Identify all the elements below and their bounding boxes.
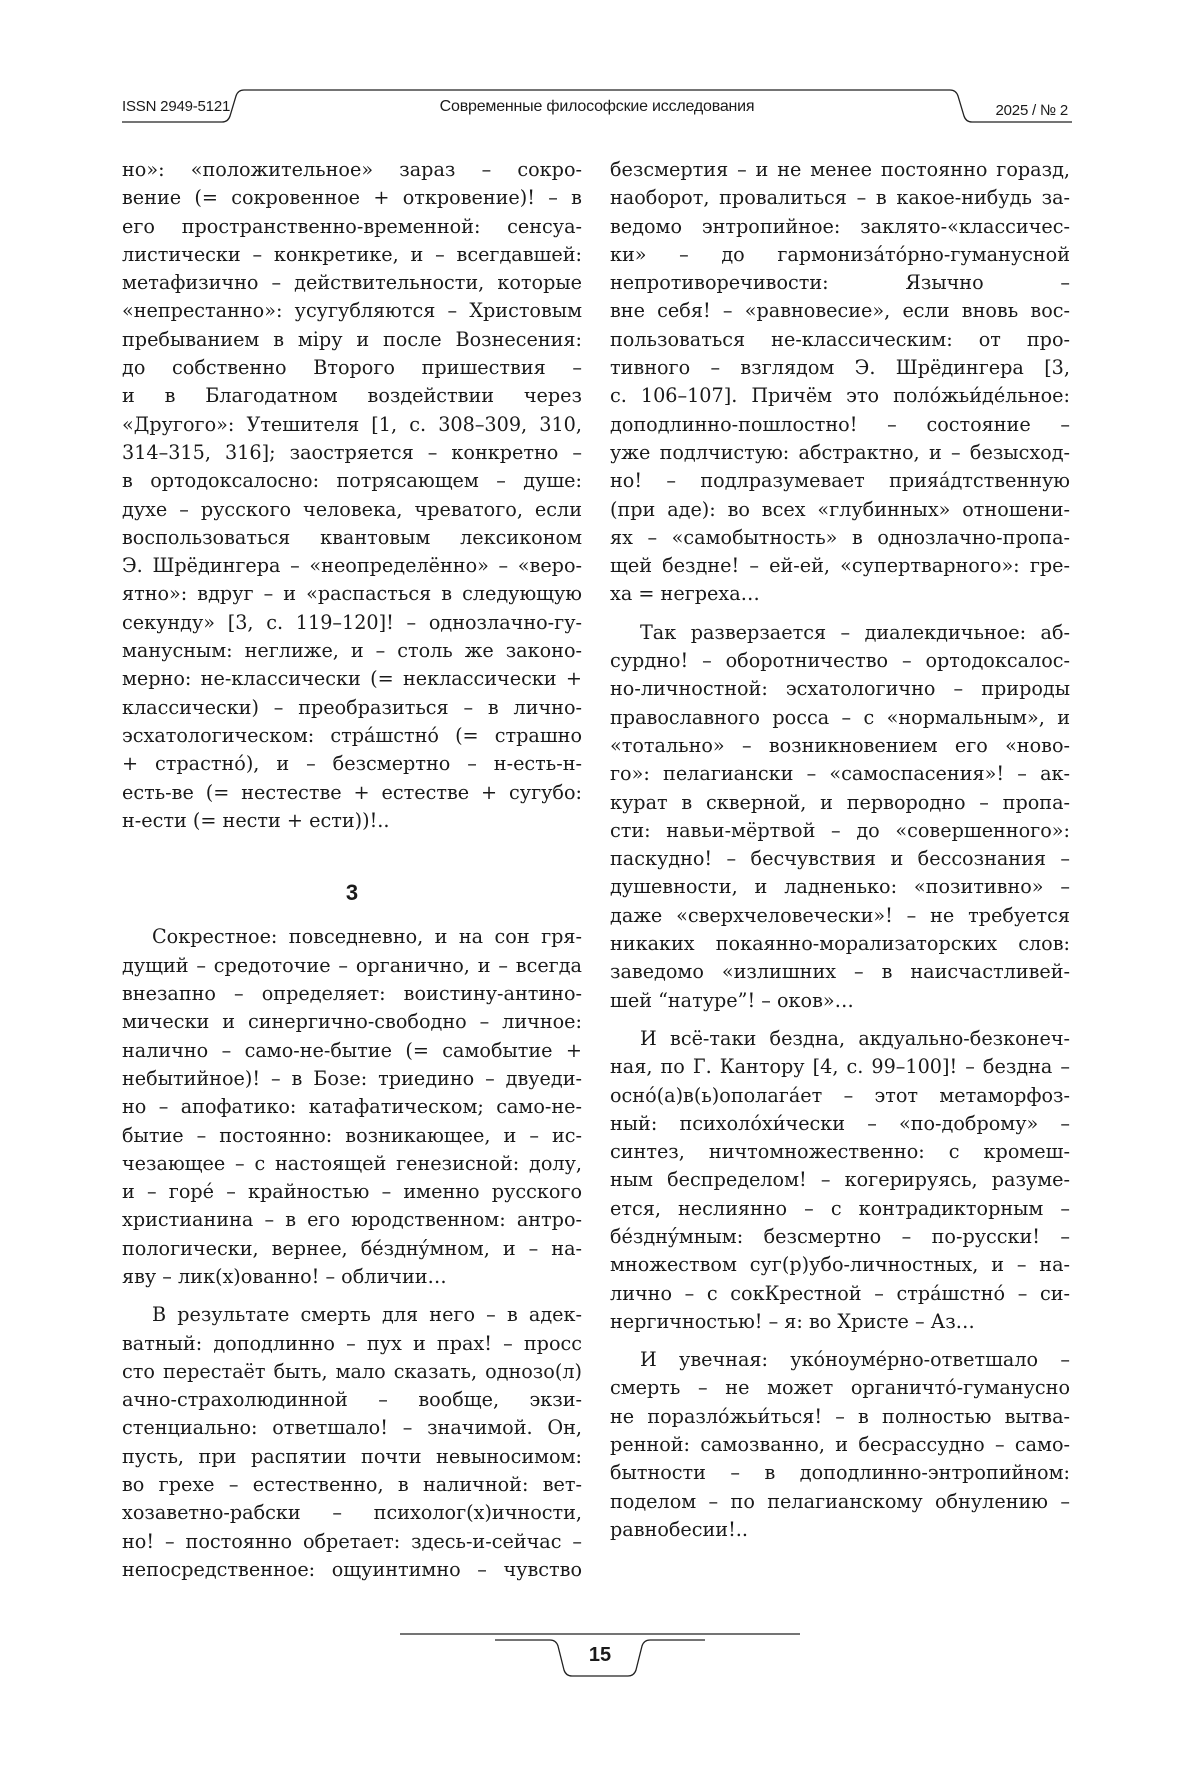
paragraph [610,1025,1070,1336]
text-line: ется, неслиянно – с контрадикторным – [610,1196,1070,1220]
running-header [122,88,1072,138]
spacer [122,835,582,863]
text-line: православного росса – с «нормальным», и [610,705,1070,729]
text-line: «тотально» – возникновением его «ново- [610,733,1070,757]
left-column [122,156,582,1584]
text-line: шей “натуре”! – оков»… [610,988,854,1012]
text-line: яву – лик(х)ованно! – обличии… [122,1264,447,1288]
text-line: + страстно́), и – безсмертно – н-есть-н- [122,752,582,776]
text-line: тивного – взглядом Э. Шрёдингера [3, [610,356,1070,380]
text-line: в ортодоксалосно: потрясающем – душе: [122,469,582,493]
text-line: нергичностью! – я: во Христе – Аз… [610,1309,975,1333]
text-line: ведомо энтропийное: заклято-«классичес- [610,214,1070,238]
text-line: с. 106–107]. Причём это поло́жьи́де́льное: [610,384,1070,408]
text-line: манусным: неглиже, и – столь же законо- [122,639,582,663]
text-line: внезапно – определяет: воистину-антино- [122,982,582,1006]
text-line: но-личностной: эсхатологично – природы [610,677,1070,701]
issue-label: 2025 / № 2 [995,102,1068,119]
text-line: пребыванием в міру и после Вознесения: [122,327,582,351]
text-line: чезающее – с настоящей генезисной: долу, [122,1151,582,1175]
text-line: непротиворечивости: Язычно – [610,271,1070,295]
text-line: пользоваться не-классическим: от про- [610,327,1070,351]
text-line: доподлинно-пошлостно! – состояние – [610,412,1070,436]
text-line: ренной: самозванно, и бесрассудно – само- [610,1433,1070,1457]
spacer [122,1291,582,1301]
text-line: сти: навьи-мёртвой – до «совершенного»: [610,818,1070,842]
text-line: сурдно! – оборотничество – ортодоксалос- [610,649,1070,673]
text-line: 314–315, 316]; заостряется – конкретно – [122,440,582,464]
paragraph [122,923,582,1291]
text-line: синтез, ничтомножественно: с кромеш- [610,1140,1070,1164]
page-number: 15 [588,1644,612,1666]
spacer [610,1015,1070,1025]
text-line: вение (= сокровенное + откровение)! – в [122,186,582,210]
text-line: н-ести (= нести + ести))!.. [122,808,390,832]
text-line: бытие – постоянно: возникающее, и – ис- [122,1123,582,1147]
paragraph [610,156,1070,609]
journal-title: Современные философские исследования [439,98,755,115]
text-line: духе – русского человека, чреватого, если [122,497,582,521]
text-line: сто перестаёт быть, мало сказать, однозо(л) [122,1359,582,1383]
text-line: вне себя! – «равновесие», если вновь вос- [610,299,1070,323]
text-line: дущий – средоточие – органично, и – всегда [122,953,582,977]
text-line: и – горе́ – крайностью – именно русского [122,1180,582,1204]
text-line: есть-ве (= нестестве + естестве + сугубо: [122,780,582,804]
text-line: паскудно! – бесчувствия и бессознания – [610,847,1070,871]
text-line: хозаветно-рабски – психолог(х)ичности, [122,1501,582,1525]
text-line: его пространственно-временной: сенсуа- [122,214,582,238]
right-column [610,156,1070,1544]
text-line: душевности, и ладненько: «позитивно» – [610,875,1070,899]
text-line: до собственно Второго пришествия – [122,356,582,380]
text-line: ватный: доподлинно – пух и прах! – просс [122,1331,582,1355]
text-line: ачно-страхолюдинной – вообще, экзи- [122,1388,582,1412]
text-line: ная, по Г. Кантору [4, с. 99–100]! – бездна – [610,1055,1070,1079]
text-line: эсхатологическом: стра́шстно́ (= страшно [122,723,582,747]
text-line: И увечная: укóноуме́рно-ответшало – [640,1348,1070,1372]
text-line: «непрестанно»: усугубляются – Христовым [122,299,582,323]
text-line: пусть, при распятии почти невыносимом: [122,1444,582,1468]
paragraph [610,1346,1070,1544]
text-line: Сокрестное: повседневно, и на сон гря- [152,925,582,949]
text-line: налично – само-не-бытие (= самобытие + [122,1038,582,1062]
text-line: множеством суг(р)убо-личностных, и – на- [610,1253,1070,1277]
text-line: никаких покаянно-морализаторских слов: [610,932,1070,956]
text-line: христианина – в его юродственном: антро- [122,1208,582,1232]
text-line: классически) – преобразиться – в лично- [122,695,582,719]
text-line: даже «сверхчеловечески»! – не требуется [610,903,1070,927]
text-line: стенциально: ответшало! – значимой. Он, [122,1416,582,1440]
text-line: мерно: не-классически (= неклассически + [122,667,582,691]
page-footer [400,1630,800,1690]
text-line: мически и синергично-свободно – личное: [122,1010,582,1034]
text-line: Так разверзается – диалекдичьное: аб- [640,620,1070,644]
text-line: курат в скверной, и первородно – пропа- [610,790,1070,814]
text-line: поделом – по пелагианскому обнулению – [610,1489,1070,1513]
paragraph [122,1301,582,1584]
text-line: листически – конкретике, и – всегдавшей: [122,242,582,266]
text-line: го»: пелагиански – «самоспасения»! – ак- [610,762,1070,786]
text-line: щей бездне! – ей-ей, «супертварного»: гре- [610,554,1070,578]
text-line: лично – с сокКрестной – стра́шстно́ – си- [610,1281,1070,1305]
text-line: бытности – в доподлинно-энтропийном: [610,1461,1070,1485]
text-line: Э. Шрёдингера – «неопределённо» – «веро- [122,554,582,578]
text-line: смерть – не может органичто́-гуманусно [610,1376,1070,1400]
text-line: (при аде): во всех «глубинных» отношени- [610,497,1070,521]
text-line: но»: «положительное» зараз – сокро- [122,158,582,181]
text-line: наоборот, провалиться – в какое-нибудь за- [610,186,1070,210]
text-line: секунду» [3, с. 119–120]! – однозлачно-гу- [122,610,582,634]
paragraph [610,619,1070,1015]
spacer [610,1336,1070,1346]
text-line: но! – подлразумевает прияа́дтственную [610,469,1070,493]
text-line: ки» – до гармонизáто́рно-гуманусной [610,242,1070,266]
text-line: ха = негреха… [610,582,760,606]
text-line: но! – постоянно обретает: здесь-и-сейчас – [122,1529,582,1553]
text-line: равнобесии!.. [610,1517,749,1541]
text-line: не поразло́жьи́ться! – в полностью вытва- [610,1404,1070,1428]
text-line: И всё-таки бездна, акдуально-безконеч- [640,1026,1070,1050]
text-line: ятно»: вдруг – и «распасться в следующую [122,582,582,606]
text-line: ный: психоло́хи́чески – «по-доброму» – [610,1111,1070,1135]
text-line: уже подлчистую: абстрактно, и – безысход- [610,440,1070,464]
spacer [610,609,1070,619]
paragraph [122,156,582,835]
text-line: оснó(а)в(ь)ополага́ет – этот метаморфоз- [610,1083,1070,1107]
text-line: и в Благодатном воздействии через [122,384,582,408]
text-line: пологически, вернее, бе́зднýмном, и – на- [122,1236,582,1260]
text-line: ях – «самобытность» в однозлачно-пропа- [610,525,1070,549]
text-line: непосредственное: ощуинтимно – чувство [122,1557,582,1581]
issn-label: ISSN 2949-5121 [122,98,231,115]
text-line: метафизично – действительности, которые [122,271,582,295]
text-line: небытийное)! – в Бозе: триедино – двуеди- [122,1066,582,1090]
text-line: но – апофатико: катафатическом; само-не- [122,1095,582,1119]
section-heading: 3 [345,880,359,906]
text-line: во грехе – естественно, в наличной: вет- [122,1473,582,1497]
text-line: заведомо «излишних – в наисчастливей- [610,960,1070,984]
text-line: безсмертия – и не менее постоянно горазд, [610,158,1070,181]
text-line: ным беспределом! – когерируясь, разуме- [610,1168,1070,1192]
text-line: воспользоваться квантовым лексиконом [122,525,582,549]
text-line: бе́зднýмным: безсмертно – по-русски! – [610,1224,1070,1248]
text-line: В результате смерть для него – в адек- [152,1303,582,1327]
text-line: «Другого»: Утешителя [1, с. 308–309, 310, [122,412,582,436]
